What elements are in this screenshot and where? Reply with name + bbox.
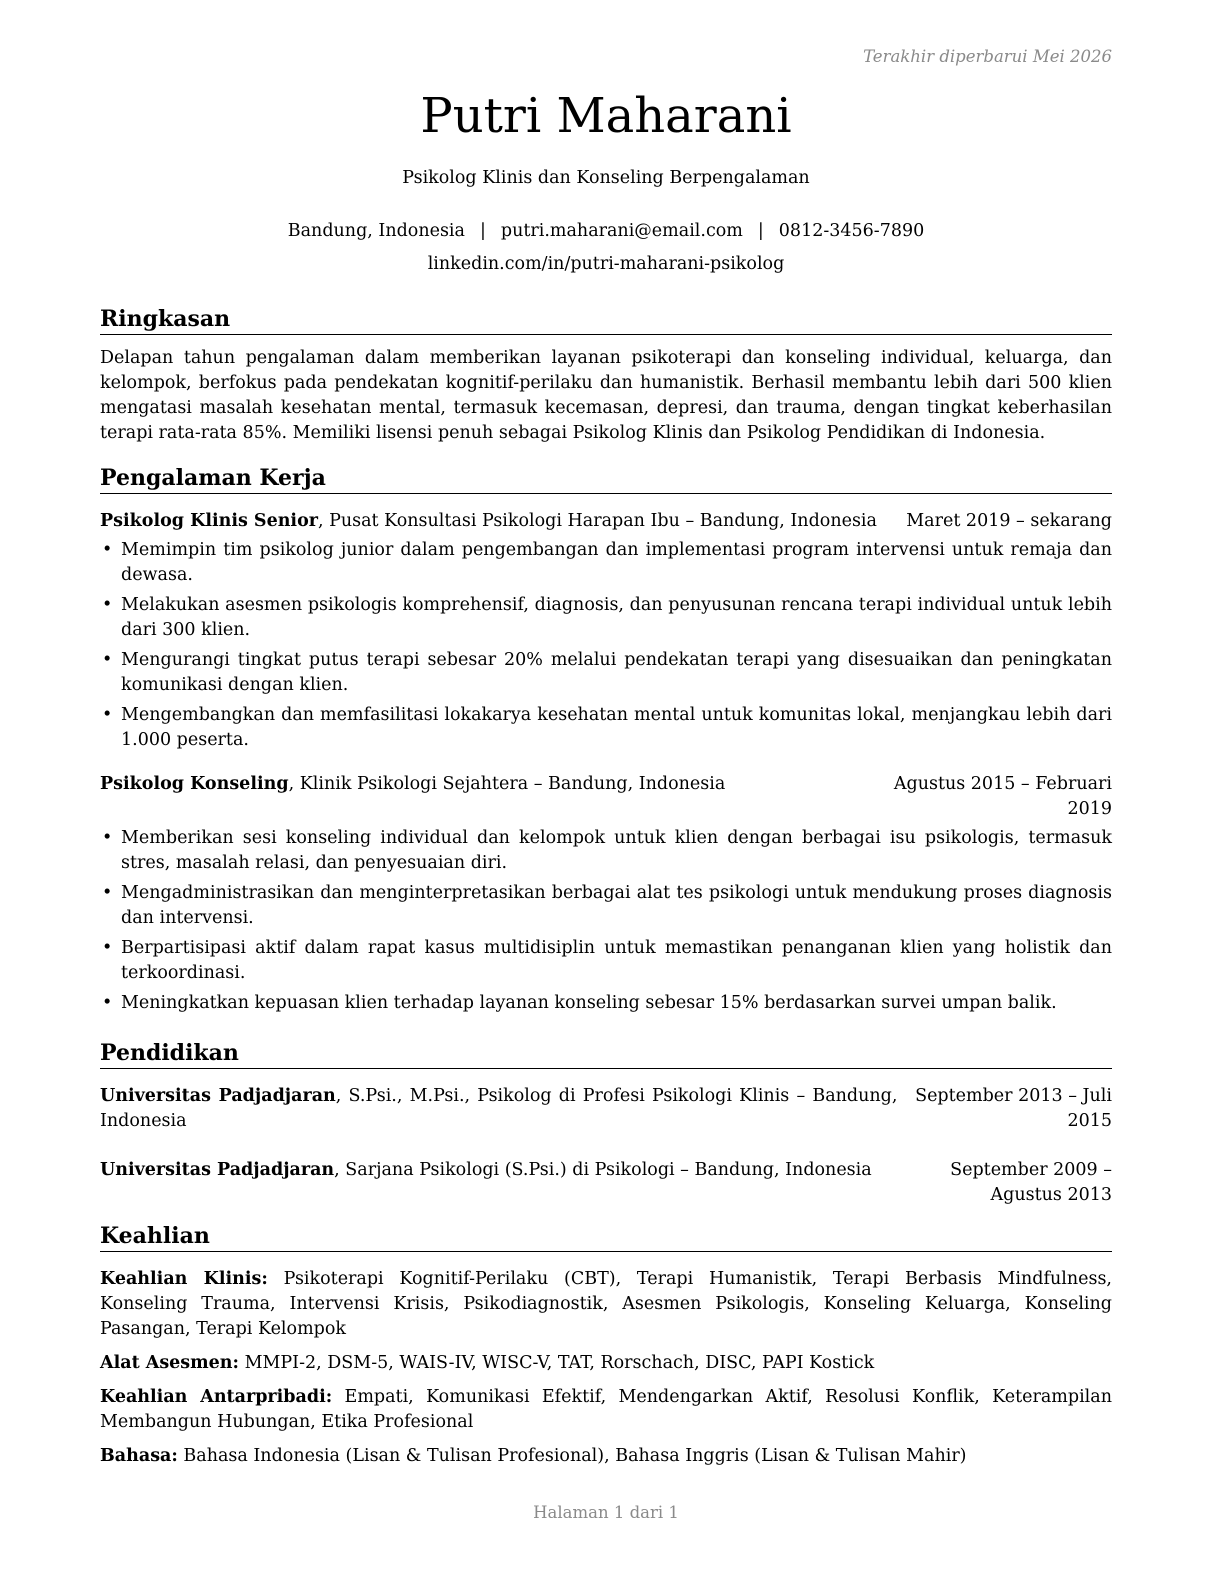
skill-label: Bahasa:: [100, 1446, 178, 1466]
job-bullets: [100, 826, 1112, 1016]
skill-label: Keahlian Klinis:: [100, 1269, 268, 1289]
contact-linkedin[interactable]: linkedin.com/in/putri-maharani-psikolog: [427, 254, 785, 274]
contact-line: [100, 219, 1112, 244]
skill-label: Alat Asesmen:: [100, 1353, 239, 1373]
page-number: Halaman 1 dari 1: [533, 1503, 679, 1522]
list-item: • Memimpin tim psikolog junior dalam pengembangan dan implementasi program intervensi untuk remaja dan dewasa.: [100, 538, 1112, 588]
list-item: • Melakukan asesmen psikologis komprehensif, diagnosis, dan penyusunan rencana terapi individual untuk lebih dari 300 klien.: [100, 593, 1112, 643]
education-section: [100, 1039, 1112, 1208]
job-entry: [100, 509, 1112, 753]
job-bullets: [100, 538, 1112, 753]
education-entry: [100, 1084, 1112, 1134]
section-title: Ringkasan: [100, 305, 1112, 335]
job-role: Psikolog Konseling: [100, 774, 289, 794]
skill-group: [100, 1385, 1112, 1435]
list-item: • Meningkatkan kepuasan klien terhadap layanan konseling sebesar 15% berdasarkan survei umpan balik.: [100, 991, 1112, 1016]
job-header: [100, 509, 1112, 534]
education-detail: [100, 1158, 877, 1183]
job-org: , Klinik Psikologi Sejahtera – Bandung, Indonesia: [288, 774, 726, 794]
skills-list: [100, 1267, 1112, 1469]
skill-text: MMPI-2, DSM-5, WAIS-IV, WISC-V, TAT, Rorschach, DISC, PAPI Kostick: [239, 1353, 875, 1373]
job-header: [100, 772, 1112, 822]
skill-group: [100, 1267, 1112, 1342]
education-dates: September 2009 – Agustus 2013: [950, 1160, 1112, 1205]
job-org: , Pusat Konsultasi Psikologi Harapan Ibu – Bandung, Indonesia: [317, 511, 877, 531]
list-item: • Mengadministrasikan dan menginterpretasikan berbagai alat tes psikologi untuk mendukung proses diagnosis dan intervensi.: [100, 881, 1112, 931]
contact-separator: |: [757, 221, 764, 241]
last-updated-note: Terakhir diperbarui Mei 2026: [863, 47, 1112, 66]
education-entry: [100, 1158, 1112, 1208]
contact-phone: 0812-3456-7890: [778, 221, 925, 241]
section-title: Pengalaman Kerja: [100, 464, 1112, 494]
job-dates: Agustus 2015 – Februari 2019: [893, 774, 1112, 819]
education-degree: , Sarjana Psikologi (S.Psi.) di Psikologi – Bandung, Indonesia: [334, 1160, 872, 1180]
section-title: Keahlian: [100, 1222, 1112, 1252]
section-title: Pendidikan: [100, 1039, 1112, 1069]
contact-email[interactable]: putri.maharani@email.com: [500, 221, 743, 241]
skill-label: Keahlian Antarpribadi:: [100, 1387, 333, 1407]
list-item: • Mengurangi tingkat putus terapi sebesar 20% melalui pendekatan terapi yang disesuaikan dan peningkatan komunikasi dengan klien.: [100, 648, 1112, 698]
job-role: Psikolog Klinis Senior: [100, 511, 318, 531]
skill-text: Bahasa Indonesia (Lisan & Tulisan Profesional), Bahasa Inggris (Lisan & Tulisan Mahir): [177, 1446, 967, 1466]
skill-group: [100, 1351, 1112, 1376]
experience-section: [100, 464, 1112, 1021]
skill-text: Psikoterapi Kognitif-Perilaku (CBT), Terapi Humanistik, Terapi Berbasis Mindfulness, Konseling Trauma, Intervensi Krisis, Psikodiagnostik, Asesmen Psikologis, Konseling Keluarga, Konseling Pasangan, Terapi Kelompok: [100, 1269, 1112, 1339]
contact-location: Bandung, Indonesia: [287, 221, 465, 241]
summary-text: Delapan tahun pengalaman dalam memberikan layanan psikoterapi dan konseling individual, keluarga, dan kelompok, berfokus pada pendekatan kognitif-perilaku dan humanistik. Berhasil membantu lebih dari 500 klien mengatasi masalah kesehatan mental, termasuk kecemasan, depresi, dan trauma, dengan tingkat keberhasilan terapi rata-rata 85%. Memiliki lisensi penuh sebagai Psikolog Klinis dan Psikolog Pendidikan di Indonesia.: [100, 348, 1112, 443]
education-degree: , S.Psi., M.Psi., Psikolog di Profesi Psikologi Klinis – Bandung, Indonesia: [100, 1086, 898, 1131]
education-detail: [100, 1084, 897, 1134]
list-item: • Memberikan sesi konseling individual dan kelompok untuk klien dengan berbagai isu psikologis, termasuk stres, masalah relasi, dan penyesuaian diri.: [100, 826, 1112, 876]
candidate-headline: Psikolog Klinis dan Konseling Berpengalaman: [402, 168, 810, 188]
skills-section: [100, 1222, 1112, 1478]
contact-separator: |: [479, 221, 486, 241]
job-dates: Maret 2019 – sekarang: [906, 511, 1112, 531]
list-item: • Mengembangkan dan memfasilitasi lokakarya kesehatan mental untuk komunitas lokal, menjangkau lebih dari 1.000 peserta.: [100, 703, 1112, 753]
job-title-line: [100, 509, 906, 534]
skill-text: Empati, Komunikasi Efektif, Mendengarkan Aktif, Resolusi Konflik, Keterampilan Membangun Hubungan, Etika Profesional: [100, 1387, 1112, 1432]
summary-section: [100, 305, 1112, 446]
job-title-line: [100, 772, 877, 797]
list-item: • Berpartisipasi aktif dalam rapat kasus multidisiplin untuk memastikan penanganan klien yang holistik dan terkoordinasi.: [100, 936, 1112, 986]
education-dates: September 2013 – Juli 2015: [915, 1086, 1112, 1131]
resume-page: [100, 0, 1112, 1584]
skill-group: [100, 1444, 1112, 1469]
candidate-name: Putri Maharani: [420, 88, 792, 144]
education-school: Universitas Padjadjaran: [100, 1160, 335, 1180]
education-school: Universitas Padjadjaran: [100, 1086, 336, 1106]
job-entry: [100, 772, 1112, 1016]
